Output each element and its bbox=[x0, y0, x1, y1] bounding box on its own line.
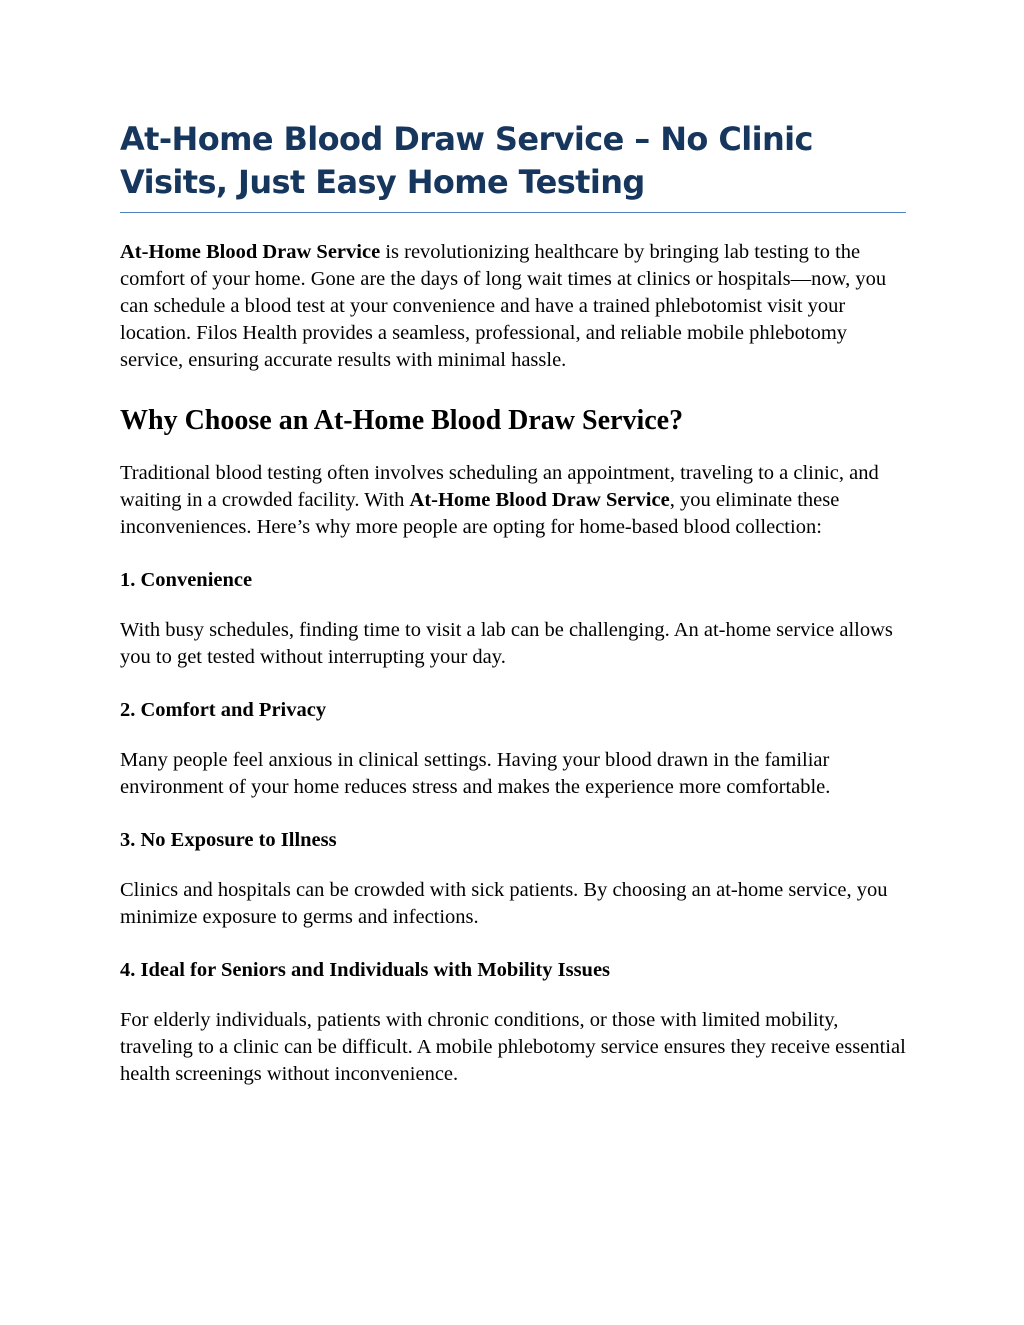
intro-paragraph bbox=[120, 239, 906, 374]
section-heading-seniors-mobility: 4. Ideal for Seniors and Individuals with Mobility Issues bbox=[120, 959, 611, 981]
why-paragraph bbox=[120, 460, 906, 541]
why-text-bold: At-Home Blood Draw Service bbox=[409, 489, 670, 511]
section-text-comfort-privacy: Many people feel anxious in clinical settings. Having your blood drawn in the familiar environment of your home reduces stress and makes the experience more comfortable. bbox=[120, 749, 831, 798]
section-text-seniors-mobility: For elderly individuals, patients with chronic conditions, or those with limited mobility, traveling to a clinic can be difficult. A mobile phlebotomy service ensures they receive essential health screenings without inconvenience. bbox=[120, 1009, 906, 1085]
section-heading-no-exposure: 3. No Exposure to Illness bbox=[120, 829, 337, 851]
document-content bbox=[120, 118, 906, 1088]
section-heading-convenience: 1. Convenience bbox=[120, 569, 253, 591]
section-heading-comfort-privacy: 2. Comfort and Privacy bbox=[120, 699, 327, 721]
section-text-convenience: With busy schedules, finding time to visit a lab can be challenging. An at-home service allows you to get tested without interrupting your day. bbox=[120, 619, 893, 668]
intro-bold-lead: At-Home Blood Draw Service bbox=[120, 241, 381, 263]
why-text-end: , you eliminate these inconveniences. Here’s why more people are opting for home-based blood collection: bbox=[120, 489, 840, 538]
intro-text: is revolutionizing healthcare by bringing lab testing to the comfort of your home. Gone are the days of long wait times at clinics or hospitals—now, you can schedule a blood test at your convenience and have a trained phlebotomist visit your location. Filos Health provides a seamless, professional, and reliable mobile phlebotomy service, ensuring accurate results with minimal hassle. bbox=[120, 241, 887, 371]
section-text-no-exposure: Clinics and hospitals can be crowded with sick patients. By choosing an at-home service, you minimize exposure to germs and infections. bbox=[120, 879, 888, 928]
why-text-start: Traditional blood testing often involves scheduling an appointment, traveling to a clinic, and waiting in a crowded facility. With bbox=[120, 462, 879, 511]
document-title: At-Home Blood Draw Service – No Clinic Visits, Just Easy Home Testing bbox=[120, 118, 906, 213]
why-heading: Why Choose an At-Home Blood Draw Service? bbox=[120, 405, 684, 436]
